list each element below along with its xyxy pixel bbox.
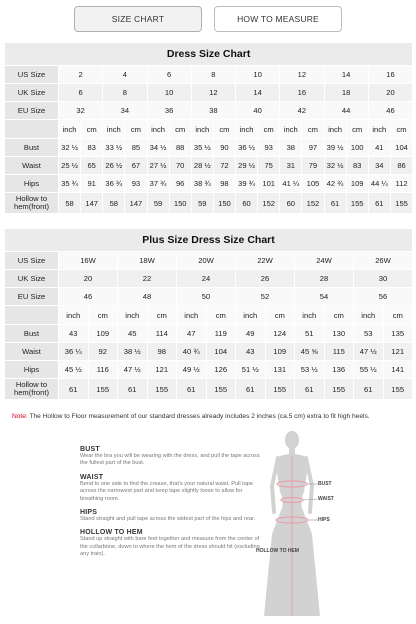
size-cell: 24W [295,252,354,270]
measure-row [5,379,413,400]
measure-cell: 155 [147,379,177,400]
measure-cell: 32 ½ [59,139,81,157]
measure-cell: 79 [302,157,324,175]
measure-cell: 36 ¾ [103,175,125,193]
row-label: EU Size [5,102,59,120]
measure-cell: 155 [346,193,368,214]
size-cell: 20 [368,84,413,102]
measure-cell: 25 ½ [59,157,81,175]
unit-inch: inch [236,306,266,325]
unit-cm: cm [213,120,235,139]
size-cell: 10 [147,84,191,102]
measure-cell: 38 ½ [118,343,148,361]
measure-cell: 109 [88,325,118,343]
size-cell: 36 [147,102,191,120]
measure-cell: 61 [368,193,390,214]
row-label: US Size [5,252,59,270]
measure-cell: 43 [59,325,89,343]
tab-how-to-measure[interactable]: HOW TO MEASURE [214,6,342,32]
measure-label: Bust [5,325,59,343]
measure-row [5,175,413,193]
measure-cell: 65 [81,157,103,175]
measure-cell: 53 [354,325,384,343]
size-row [5,102,413,120]
size-row [5,288,413,306]
measure-cell: 36 ½ [236,139,258,157]
measure-cell: 49 [236,325,266,343]
measure-cell: 92 [88,343,118,361]
measure-cell: 155 [206,379,236,400]
measure-cell: 59 [147,193,169,214]
measure-cell: 75 [258,157,280,175]
measure-cell: 98 [213,175,235,193]
size-cell: 16 [368,66,413,84]
guide-text: Stand up straight with bare feet together and measure from the center of the collarbone, down to where the hem of the dress should hit (excluding any train). [80,536,260,558]
size-row [5,252,413,270]
measure-cell: 150 [213,193,235,214]
measure-cell: 27 ½ [147,157,169,175]
unit-cm: cm [390,120,412,139]
measure-row [5,325,413,343]
measure-label: Hollow to hem(front) [5,193,59,214]
measure-cell: 109 [265,343,295,361]
measure-label: Bust [5,139,59,157]
measure-cell: 49 ½ [177,361,207,379]
tab-size-chart[interactable]: SIZE CHART [74,6,202,32]
guide-section [80,529,260,558]
measuring-guide [80,446,260,565]
measure-cell: 135 [383,325,413,343]
chart-title: Dress Size Chart [5,43,413,66]
figure-label-bust: BUST [318,481,332,487]
size-cell: 54 [295,288,354,306]
measure-cell: 58 [103,193,125,214]
size-cell: 26 [236,270,295,288]
row-label: EU Size [5,288,59,306]
measure-cell: 59 [191,193,213,214]
measure-cell: 72 [213,157,235,175]
unit-cm: cm [302,120,324,139]
measure-cell: 104 [206,343,236,361]
measure-cell: 60 [280,193,302,214]
size-cell: 16 [280,84,324,102]
measure-cell: 31 [280,157,302,175]
size-cell: 42 [280,102,324,120]
size-cell: 8 [103,84,147,102]
measure-cell: 34 ½ [147,139,169,157]
measure-row [5,193,413,214]
size-cell: 2 [59,66,103,84]
measure-cell: 53 ½ [295,361,325,379]
unit-cm: cm [324,306,354,325]
units-blank [5,306,59,325]
measure-cell: 131 [265,361,295,379]
measure-cell: 116 [88,361,118,379]
guide-text: Bend to one side to find the crease, that's your natural waist. Pull tape across the narrowest part and keep tape slightly loose to allow for breathing room. [80,480,254,502]
size-cell: 50 [177,288,236,306]
size-cell: 14 [236,84,280,102]
measure-cell: 45 [118,325,148,343]
unit-inch: inch [59,306,89,325]
measure-label: Waist [5,343,59,361]
measure-cell: 35 ½ [191,139,213,157]
unit-inch: inch [354,306,384,325]
measure-label: Hips [5,361,59,379]
measure-cell: 100 [346,139,368,157]
measure-cell: 155 [383,379,413,400]
measure-cell: 112 [390,175,412,193]
measure-cell: 86 [390,157,412,175]
measure-cell: 41 ¼ [280,175,302,193]
measure-cell: 121 [383,343,413,361]
measure-cell: 121 [147,361,177,379]
measure-cell: 88 [169,139,191,157]
unit-inch: inch [295,306,325,325]
unit-cm: cm [88,306,118,325]
measure-cell: 61 [118,379,148,400]
unit-inch: inch [147,120,169,139]
guide-text: Wear the bra you will be wearing with the dress, and pull the tape across the fullest part of the bust. [80,453,260,467]
measure-label: Hollow to hem(front) [5,379,59,400]
size-cell: 30 [354,270,413,288]
size-cell: 20 [59,270,118,288]
measure-cell: 32 ½ [324,157,346,175]
measure-cell: 152 [258,193,280,214]
measure-cell: 98 [147,343,177,361]
unit-inch: inch [59,120,81,139]
measure-label: Hips [5,175,59,193]
measure-cell: 147 [81,193,103,214]
units-row [5,120,413,139]
unit-inch: inch [324,120,346,139]
unit-inch: inch [118,306,148,325]
size-cell: 32 [59,102,103,120]
measure-cell: 119 [206,325,236,343]
unit-inch: inch [177,306,207,325]
measure-cell: 45 ½ [59,361,89,379]
size-cell: 44 [324,102,368,120]
unit-inch: inch [280,120,302,139]
measure-cell: 41 [368,139,390,157]
unit-cm: cm [258,120,280,139]
measure-cell: 83 [346,157,368,175]
measure-row [5,361,413,379]
measure-label: Waist [5,157,59,175]
measure-cell: 39 ¾ [236,175,258,193]
measure-cell: 38 ¾ [191,175,213,193]
measure-cell: 152 [302,193,324,214]
unit-inch: inch [103,120,125,139]
measure-cell: 155 [88,379,118,400]
measure-cell: 61 [59,379,89,400]
size-cell: 52 [236,288,295,306]
guide-section [80,474,260,503]
size-row [5,84,413,102]
measure-cell: 33 ½ [103,139,125,157]
measure-cell: 155 [265,379,295,400]
measure-cell: 51 ½ [236,361,266,379]
measure-cell: 58 [59,193,81,214]
measure-cell: 44 ¼ [368,175,390,193]
row-label: US Size [5,66,59,84]
chart-title: Plus Size Dress Size Chart [5,229,413,252]
dress-size-chart [4,42,413,214]
measurement-tabs [0,6,416,34]
measure-cell: 109 [346,175,368,193]
unit-cm: cm [206,306,236,325]
measure-cell: 43 [236,343,266,361]
size-cell: 28 [295,270,354,288]
unit-cm: cm [383,306,413,325]
size-cell: 10 [236,66,280,84]
guide-heading: WAIST [80,473,104,481]
measure-cell: 136 [324,361,354,379]
size-cell: 12 [191,84,235,102]
note-label: Note: [12,413,28,420]
unit-cm: cm [169,120,191,139]
measure-cell: 101 [258,175,280,193]
measure-cell: 35 ¾ [59,175,81,193]
size-cell: 8 [191,66,235,84]
units-row [5,306,413,325]
measure-cell: 47 [177,325,207,343]
measure-row [5,157,413,175]
dress-figure-illustration [252,426,342,622]
measure-cell: 45 ⅝ [295,343,325,361]
size-cell: 6 [59,84,103,102]
guide-section [80,446,260,468]
size-cell: 18 [324,84,368,102]
size-cell: 20W [177,252,236,270]
measure-cell: 85 [125,139,147,157]
unit-inch: inch [191,120,213,139]
measure-cell: 42 ¾ [324,175,346,193]
measure-cell: 61 [324,193,346,214]
size-cell: 22W [236,252,295,270]
figure-label-hips: HIPS [318,517,330,523]
size-cell: 18W [118,252,177,270]
dress-silhouette-icon [252,426,342,622]
guide-heading: BUST [80,446,100,453]
measure-cell: 28 ½ [191,157,213,175]
note-text: The Hollow to Floor measurement of our standard dresses already includes 2 inches (ca.5 cm) extra to fit high heels. [27,413,370,420]
measure-cell: 61 [177,379,207,400]
size-cell: 56 [354,288,413,306]
size-cell: 4 [103,66,147,84]
measure-cell: 47 ½ [118,361,148,379]
measure-cell: 115 [324,343,354,361]
size-cell: 14 [324,66,368,84]
measure-row [5,139,413,157]
row-label: UK Size [5,270,59,288]
size-cell: 12 [280,66,324,84]
measure-cell: 61 [354,379,384,400]
guide-text: Stand straight and pull tape across the widest part of the hips and rear. [80,516,256,523]
measure-cell: 147 [125,193,147,214]
measure-cell: 104 [390,139,412,157]
size-cell: 22 [118,270,177,288]
measure-cell: 93 [125,175,147,193]
measure-cell: 105 [302,175,324,193]
measure-cell: 60 [236,193,258,214]
measure-cell: 91 [81,175,103,193]
measure-cell: 155 [390,193,412,214]
chart-title-row [5,229,413,252]
size-cell: 40 [236,102,280,120]
neck-shape [289,447,295,455]
unit-cm: cm [147,306,177,325]
measure-cell: 93 [258,139,280,157]
plus-size-dress-size-chart [4,228,413,400]
units-blank [5,120,59,139]
measure-cell: 155 [324,379,354,400]
measure-cell: 141 [383,361,413,379]
unit-cm: cm [346,120,368,139]
measure-cell: 26 ½ [103,157,125,175]
unit-inch: inch [236,120,258,139]
measure-cell: 40 ¾ [177,343,207,361]
size-cell: 16W [59,252,118,270]
size-cell: 34 [103,102,147,120]
measure-cell: 37 ¾ [147,175,169,193]
measure-cell: 130 [324,325,354,343]
size-cell: 6 [147,66,191,84]
size-cell: 38 [191,102,235,120]
head-shape [285,431,299,449]
measure-cell: 39 ½ [324,139,346,157]
measure-cell: 51 [295,325,325,343]
size-cell: 24 [177,270,236,288]
size-cell: 46 [59,288,118,306]
measure-cell: 97 [302,139,324,157]
size-cell: 48 [118,288,177,306]
unit-cm: cm [265,306,295,325]
measure-cell: 38 [280,139,302,157]
size-row [5,66,413,84]
measure-cell: 126 [206,361,236,379]
guide-heading: HIPS [80,509,98,517]
measure-cell: 29 ½ [236,157,258,175]
guide-section [80,509,260,523]
measure-cell: 150 [169,193,191,214]
heel-allowance-note [12,413,370,420]
unit-inch: inch [368,120,390,139]
size-cell: 46 [368,102,413,120]
measure-cell: 83 [81,139,103,157]
measure-row [5,343,413,361]
unit-cm: cm [125,120,147,139]
chart-title-row [5,43,413,66]
measure-cell: 70 [169,157,191,175]
measure-cell: 124 [265,325,295,343]
figure-label-waist: WAIST [318,496,334,502]
measure-cell: 55 ½ [354,361,384,379]
measure-cell: 34 [368,157,390,175]
measure-cell: 114 [147,325,177,343]
measure-cell: 36 ¼ [59,343,89,361]
measure-cell: 96 [169,175,191,193]
row-label: UK Size [5,84,59,102]
guide-heading: HOLLOW TO HEM [80,529,143,537]
measure-cell: 47 ½ [354,343,384,361]
size-row [5,270,413,288]
measure-cell: 61 [295,379,325,400]
measure-cell: 67 [125,157,147,175]
size-cell: 26W [354,252,413,270]
unit-cm: cm [81,120,103,139]
measure-cell: 90 [213,139,235,157]
figure-label-hollow-to-hem: HOLLOW TO HEM [256,548,299,554]
measure-cell: 61 [236,379,266,400]
